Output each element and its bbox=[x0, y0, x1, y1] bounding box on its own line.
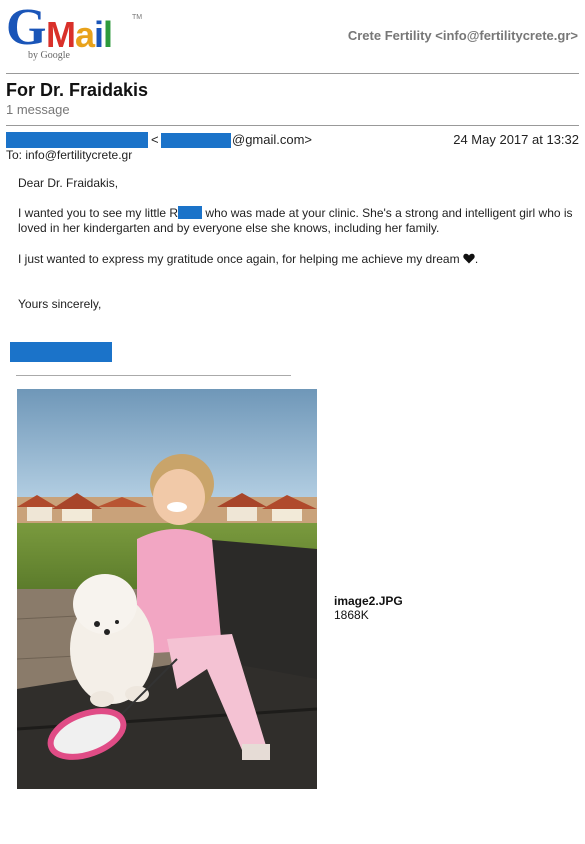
message-date: 24 May 2017 at 13:32 bbox=[453, 132, 579, 147]
signature-redaction bbox=[10, 342, 112, 362]
logo-tm: TM bbox=[132, 14, 143, 21]
signature-divider bbox=[16, 375, 291, 376]
paragraph-1-start: I wanted you to see my little R bbox=[18, 206, 179, 220]
logo-by-google: by Google bbox=[28, 50, 70, 61]
paragraph-2-text: I just wanted to express my gratitude once again, for helping me achieve my dream bbox=[18, 252, 460, 266]
header-divider bbox=[6, 73, 579, 74]
subject-divider bbox=[6, 125, 579, 126]
closing: Yours sincerely, bbox=[18, 297, 102, 311]
recipient-line: To: info@fertilitycrete.gr bbox=[6, 148, 133, 162]
greeting: Dear Dr. Fraidakis, bbox=[18, 176, 119, 190]
message-count: 1 message bbox=[6, 102, 70, 117]
sender-email-domain: @gmail.com> bbox=[232, 132, 313, 147]
attachment-filename[interactable]: image2.JPG bbox=[334, 594, 403, 608]
gmail-logo[interactable] bbox=[6, 0, 143, 64]
heart-icon bbox=[463, 253, 475, 264]
attachment-size: 1868K bbox=[334, 608, 369, 622]
account-name: Crete Fertility <info@fertilitycrete.gr> bbox=[347, 28, 578, 43]
paragraph-2-end: . bbox=[474, 252, 479, 266]
name-redaction bbox=[178, 206, 202, 219]
logo-g: G bbox=[6, 0, 45, 56]
sender-email-redaction bbox=[161, 133, 231, 148]
paragraph-1-end: who was made at your clinic. She's a strong and intelligent girl who is loved in her kindergarten and by everyone else she knows, including her family. bbox=[18, 206, 573, 235]
paragraph-2 bbox=[18, 252, 573, 267]
sender-open-bracket: < bbox=[151, 132, 159, 147]
sender-name-redaction bbox=[6, 132, 148, 148]
logo-mail: Mail bbox=[46, 14, 113, 55]
attachment-image[interactable] bbox=[17, 389, 317, 789]
thread-subject: For Dr. Fraidakis bbox=[6, 80, 149, 100]
paragraph-1 bbox=[18, 206, 573, 236]
